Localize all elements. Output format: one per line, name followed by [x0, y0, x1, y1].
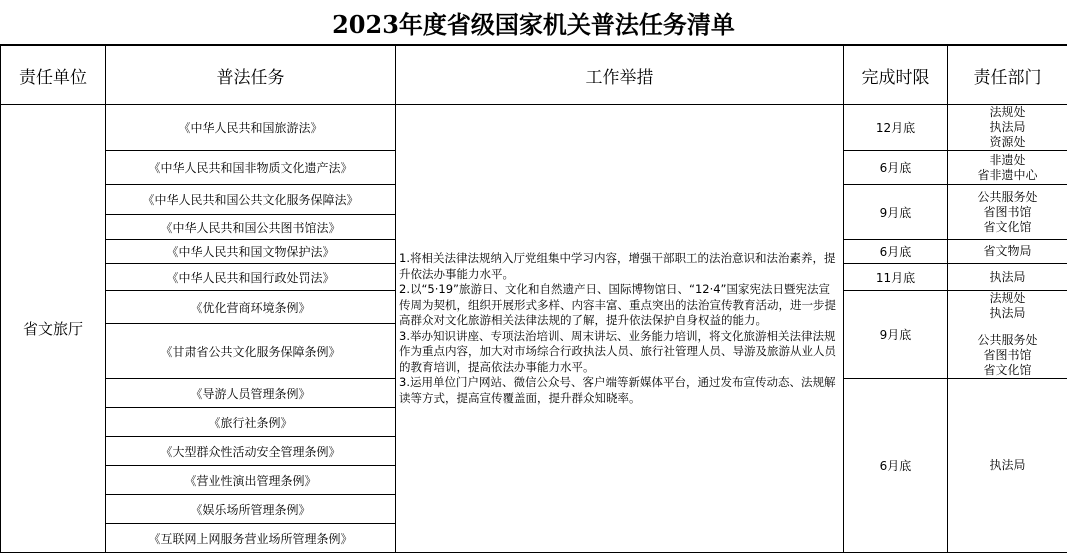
header-unit: 责任单位: [1, 46, 106, 105]
task-cell: 《大型群众性活动安全管理条例》: [106, 437, 396, 466]
dept-name: 省图书馆: [983, 204, 1032, 219]
dept-cell: [948, 264, 1067, 291]
task-cell: 《中华人民共和国文物保护法》: [106, 240, 396, 264]
dept-cell: [948, 379, 1067, 553]
sheet-title: 2023年度省级国家机关普法任务清单: [0, 0, 1067, 45]
dept-cell: [948, 291, 1067, 379]
header-task: 普法任务: [106, 46, 396, 105]
dept-cell: [948, 151, 1067, 185]
dept-name: 资源处: [989, 135, 1026, 149]
task-table: [0, 45, 1067, 553]
deadline-cell: 6月底: [844, 240, 948, 264]
dept-name: 执法局: [989, 458, 1026, 472]
dept-cell: [948, 240, 1067, 264]
dept-cell: [948, 105, 1067, 151]
dept-name: 省文物局: [983, 244, 1032, 258]
table-row: [1, 105, 1067, 151]
deadline-cell: 11月底: [844, 264, 948, 291]
dept-name: 非遗处: [989, 152, 1026, 167]
dept-name: 法规处: [989, 291, 1026, 305]
dept-name: 公共服务处: [977, 333, 1038, 347]
deadline-cell: 9月底: [844, 291, 948, 379]
task-cell: 《中华人民共和国旅游法》: [106, 105, 396, 151]
deadline-cell: 6月底: [844, 379, 948, 553]
header-dept: 责任部门: [948, 46, 1067, 105]
measure-item: 2.以“5·19”旅游日、文化和自然遗产日、国际博物馆日、“12·4”国家宪法日暨宪法宣传周为契机，组织开展形式多样、内容丰富、重点突出的法治宣传教育活动，进一步提高群众对文化旅游相关法律法规的了解，提升依法保护自身权益的能力。: [399, 282, 836, 327]
header-measures: 工作举措: [396, 46, 844, 105]
task-cell: 《导游人员管理条例》: [106, 379, 396, 408]
task-cell: 《中华人民共和国公共图书馆法》: [106, 215, 396, 240]
header-row: [1, 46, 1067, 105]
unit-cell: 省文旅厅: [1, 105, 106, 553]
task-cell: 《优化营商环境条例》: [106, 291, 396, 324]
task-cell: 《中华人民共和国非物质文化遗产法》: [106, 151, 396, 185]
task-cell: 《旅行社条例》: [106, 408, 396, 437]
dept-name: 执法局: [989, 120, 1026, 134]
dept-name: 省非遗中心: [977, 167, 1038, 182]
dept-name: 省文化馆: [983, 363, 1032, 377]
task-cell: 《中华人民共和国行政处罚法》: [106, 264, 396, 291]
task-cell: 《营业性演出管理条例》: [106, 466, 396, 495]
deadline-cell: 6月底: [844, 151, 948, 185]
dept-name: 省文化馆: [983, 219, 1032, 234]
dept-cell: [948, 185, 1067, 240]
task-cell: 《甘肃省公共文化服务保障条例》: [106, 324, 396, 379]
dept-name: 执法局: [989, 306, 1026, 320]
dept-name: 省图书馆: [983, 348, 1032, 362]
deadline-cell: 12月底: [844, 105, 948, 151]
measure-item: 1.将相关法律法规纳入厅党组集中学习内容，增强干部职工的法治意识和法治素养，提升依法办事能力水平。: [399, 251, 836, 281]
measures-cell: [396, 105, 844, 553]
header-deadline: 完成时限: [844, 46, 948, 105]
deadline-cell: 9月底: [844, 185, 948, 240]
task-cell: 《中华人民共和国公共文化服务保障法》: [106, 185, 396, 215]
task-cell: 《互联网上网服务营业场所管理条例》: [106, 524, 396, 553]
task-cell: 《娱乐场所管理条例》: [106, 495, 396, 524]
measure-item: 3.举办知识讲座、专项法治培训、周末讲坛、业务能力培训，将文化旅游相关法律法规作为重点内容，加大对市场综合行政执法人员、旅行社管理人员、导游及旅游从业人员的教育培训，提高依法办事能力水平。: [399, 328, 836, 374]
dept-name: 执法局: [989, 269, 1026, 284]
measure-item: 3.运用单位门户网站、微信公众号、客户端等新媒体平台，通过发布宣传动态、法规解读等方式，提高宣传覆盖面，提升群众知晓率。: [399, 375, 836, 405]
dept-name: 法规处: [989, 105, 1026, 119]
dept-name: 公共服务处: [977, 189, 1038, 204]
